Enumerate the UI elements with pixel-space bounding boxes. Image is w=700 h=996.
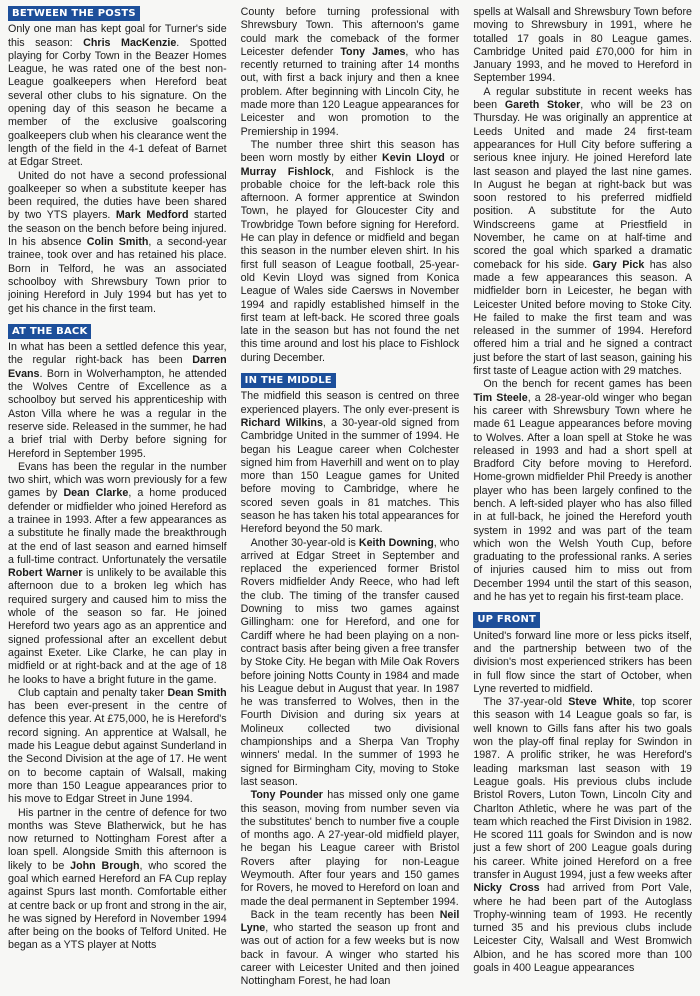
column-1 <box>8 6 227 990</box>
paragraph-text: Another 30-year-old is <box>250 536 359 549</box>
paragraph-text: started the season on the bench before being injured. In his absence <box>8 209 227 249</box>
paragraph-text: Back in the team recently has been <box>250 908 440 921</box>
player-name: John Brough <box>70 859 140 872</box>
paragraph <box>473 86 692 379</box>
paragraph <box>241 909 460 989</box>
paragraph <box>8 23 227 169</box>
paragraph-text: On the bench for recent games has been <box>483 378 692 391</box>
paragraph-text: or <box>444 152 460 165</box>
paragraph <box>8 461 227 687</box>
paragraph <box>8 341 227 461</box>
paragraph <box>241 537 460 790</box>
player-name: Chris MacKenzie <box>83 36 177 49</box>
paragraph <box>473 630 692 696</box>
player-name: Gareth Stoker <box>504 99 581 112</box>
player-name: Tim Steele <box>473 391 528 404</box>
player-name: Tony Pounder <box>250 789 323 802</box>
paragraph-text: is unlikely to be available this afternoon due to a broken leg which has required surgery and caused him to miss the whole of the season so far. He joined Hereford two years ago as an apprentice and signed professional after an excellent debut against Exeter. Like Clarke, he can play in midfield or at right-back and at the age of 18 he looks to have a bright future in the game. <box>8 567 227 686</box>
player-name: Gary Pick <box>592 258 645 271</box>
paragraph <box>8 807 227 953</box>
paragraph-text: Club captain and penalty taker <box>18 686 168 699</box>
player-name: Murray Fishlock <box>240 165 332 178</box>
player-name: Dean Smith <box>167 686 227 699</box>
paragraph-text: , top scorer this season with 14 League goals so far, is well known to Gills fans after his two goals won the play-off final replay for Swindon in 1987. A prolific striker, he was Hereford's leading marksman last season with 19 League goals. His previous clubs include Bristol Rovers, Luton Town, Lincoln City and Charlton Athletic, where he was part of the team which reached the First Division in 1982. He scored 111 goals for Swindon and is now just a few short of 200 League goals during his career. White joined Hereford on a free transfer in August 1994, just a few weeks after <box>473 696 692 881</box>
paragraph-text: A regular substitute in recent weeks has been <box>473 85 692 112</box>
paragraph-text: , who scored the goal which earned Hereford an FA Cup replay against Spurs last month. Comfortable either at centre back or up front and strong in the air, he was signed by Hereford in November 1994 after being on the books of Telford United. He began as a YTS player at Notts <box>8 859 227 952</box>
player-name: Kevin Lloyd <box>382 152 445 165</box>
player-name: Nicky Cross <box>473 882 540 895</box>
paragraph-text: The 37-year-old <box>483 696 569 709</box>
player-name: Steve White <box>568 696 633 709</box>
paragraph <box>241 390 460 536</box>
paragraph-text: , a home produced defender or midfielder who joined Hereford as a trainee in 1993. After a few appearances as a substitute he finally made the breakthrough at the end of last season and earned himself a full-time contract. Unfortunately the versatile <box>8 487 227 566</box>
paragraph <box>241 6 460 139</box>
paragraph-text: The midfield this season is centred on three experienced players. The only ever-present is <box>240 390 460 416</box>
section-heading-between-posts: BETWEEN THE POSTS <box>8 6 140 21</box>
paragraph-text: , who arrived at Edgar Street in September and replaced the experienced former Bristol Rovers midfielder Andy Reece, who had left the club. The timing of the transfer caused Downing to miss two games against Gillingham: one for Hereford, and one for Cardiff where he had been playing on a non-contract basis after being given a free transfer by Stoke City. He began with Mile Oak Rovers before joining Notts County in 1984 and made his League debut in August that year. In 1987 he was transferred to Wolves, then in the Fourth Division and during six years at Molineux collected two divisional championships and a Sherpa Van Trophy winners' medal. In the summer of 1993 he signed for Birmingham City, moving to Stoke last season. <box>240 536 460 788</box>
paragraph-text: had arrived from Port Vale, where he had been part of the Autoglass Trophy-winning team of 1993. He recently turned 35 and his previous clubs include Leicester City, Walsall and West Bromwich Albion, and he has scored more than 100 goals in 400 League appearances <box>473 882 692 975</box>
paragraph-text: has also made a few appearances this season. A midfielder born in Leicester, he began with Leicester United before moving to Stoke City. He failed to make the first team and was released in the summer of 1994. Hereford offered him a trial and he signed a contract just before the start of last season, gaining his first taste of League action with 29 matches. <box>473 258 692 378</box>
paragraph-text: , a 30-year-old signed from Cambridge United in the summer of 1994. He began his League career when Colchester signed him from Haverhill and went on to play more than 150 League games for United before moving to Cambridge, where he scored seven goals in 81 matches. This season he has taken his total appearances for Hereford beyond the 50 mark. <box>240 416 460 536</box>
paragraph-text: spells at Walsall and Shrewsbury Town before moving to Shrewsbury in 1991, where he totalled 17 goals in 80 League games. Cambridge United paid £70,000 for him in January 1993, and he moved to Hereford in September 1994. <box>473 6 692 85</box>
paragraph-text: Only one man has kept goal for Turner's side this season: <box>8 23 227 49</box>
section-heading-at-the-back: AT THE BACK <box>8 324 91 339</box>
paragraph-text: County before turning professional with Shrewsbury Town. This afternoon's game could mark the comeback of the former Leicester defender <box>240 6 460 58</box>
paragraph-text: , who will be 23 on Thursday. He was originally an apprentice at Leeds United and made 24 first-team appearances for Hull City before suffering a serious knee injury. He joined Hereford late last season and played the last nine games. In August he began at right-back but was soon restored to his preferred midfield position. A substitute for the Auto Windscreens game at Priestfield in November, he came on at half-time and scored the goal which sparked a dramatic comeback for his side. <box>473 99 692 271</box>
paragraph-text: , a 28-year-old winger who began his career with Shrewsbury Town where he made 61 League appearances before moving to Wolves. After a loan spell at Stoke he was released in 1993 and had a short spell at Bradford City before moving to Hereford. Home-grown midfielder Phil Preedy is another player who has been largely confined to the bench. A left-sided player who has also filled in at full-back, he joined the Hereford youth system in 1992 and was part of the team which won the Welsh Youth Cup, before graduating to the professional ranks. A series of injuries caused him to miss out from December 1994 until the start of this season, and he has yet to regain his first-team place. <box>473 391 692 604</box>
paragraph-text: United's forward line more or less picks itself, and the partnership between two of the division's most experienced strikers has been in full flow since the start of October, when Lyne reverted to midfield. <box>473 629 692 695</box>
player-name: Darren Evans <box>8 354 227 380</box>
paragraph-text: Evans has been the regular in the number two shirt, which was worn previously for a few games by <box>8 460 227 500</box>
paragraph-text: . Spotted playing for Corby Town in the Beazer Homes League, he was rated one of the best non-League goalkeepers when Hereford beat several other clubs to his signature. On the opening day of this season he became a member of the exclusive goalscoring goalkeepers club when his clearance went the length of the field in the 4-1 defeat of Barnet at Edgar Street. <box>8 36 227 169</box>
paragraph <box>473 6 692 86</box>
paragraph <box>241 789 460 909</box>
paragraph-text: , who has recently returned to training after 14 months out, with first a back injury and then a knee problem. After beginning with Lincoln City, he made more than 120 League appearances for Leicester and won promotion to the Premiership in 1994. <box>240 45 460 138</box>
player-name: Robert Warner <box>8 567 83 580</box>
paragraph-text: , a second-year trainee, took over and has retained his place. Born in Telford, he was an associated schoolboy with Shrewsbury Town prior to joining Hereford in July 1994 but has yet to get his chance in the first team. <box>8 236 227 315</box>
paragraph-text: has missed only one game this season, moving from number seven via the substitutes' bench to number five a couple of months ago. A 27-year-old midfield player, he began his League career with Bristol Rovers after playing for non-League Weymouth. After four years and 150 games for Rovers, he moved to Hereford on loan and made the deal permanent in September 1994. <box>240 789 460 908</box>
paragraph <box>8 170 227 316</box>
paragraph-text: . Born in Wolverhampton, he attended the Wolves Centre of Excellence as a schoolboy but served his apprenticeship with Aston Villa where he was a regular in the reserve side. Released in the summer, he had a brief trial with Derby before signing for Hereford in September 1995. <box>8 367 227 460</box>
paragraph-text: has been ever-present in the centre of defence this year. At £75,000, he is Hereford's record signing. An apprentice at Walsall, he made his League debut against Sunderland in the Second Division at the age of 17. He went on to become captain of Walsall, making more than 150 League appearances prior to his move to Edgar Street in June 1994. <box>8 700 227 806</box>
player-name: Dean Clarke <box>63 487 129 500</box>
paragraph <box>241 139 460 365</box>
paragraph-text: , and Fishlock is the probable choice for the left-back role this afternoon. A former apprentice at Swindon Town, he played for Gloucester City and Trowbridge Town before signing for Hereford. He can play in defence or midfield and began this season in the number eleven shirt. In his first full season of League football, 25-year-old Kevin Lloyd was signed from Konica League of Wales side Caersws in November 1994 and rapidly established himself in the first team at left-back. He scored three goals late in the season but has not found the net this time around and lost his place to Fishlock during December. <box>240 165 460 364</box>
paragraph-text: In what has been a settled defence this year, the regular right-back has been <box>8 341 227 367</box>
paragraph <box>473 378 692 604</box>
paragraph-text: His partner in the centre of defence for two months was Steve Blatherwick, but he has now returned to Nottingham Forest after a loan spell. Alongside Smith this afternoon is likely to be <box>8 806 227 872</box>
player-name: Colin Smith <box>86 236 149 249</box>
paragraph-text: The number three shirt this season has been worn mostly by either <box>240 138 460 165</box>
paragraph-text: , who started the season up front and was out of action for a few weeks but is now back in favour. A winger who started his career with Leicester United and then joined Nottingham Forest, he had loan <box>240 922 460 988</box>
player-name: Tony James <box>340 45 406 58</box>
player-name: Mark Medford <box>115 209 189 222</box>
paragraph <box>473 696 692 975</box>
player-name: Richard Wilkins <box>240 416 323 429</box>
section-heading-in-the-middle: IN THE MIDDLE <box>241 373 336 388</box>
player-name: Neil Lyne <box>240 908 460 935</box>
paragraph <box>8 687 227 807</box>
paragraph-text: United do not have a second professional goalkeeper so when a substitute keeper has been required, the duties have been shared by two YTS players. <box>8 169 227 222</box>
column-2 <box>241 6 460 990</box>
section-heading-up-front: UP FRONT <box>473 612 540 627</box>
player-name: Keith Downing <box>358 536 434 549</box>
article-page <box>8 6 692 990</box>
column-3 <box>473 6 692 990</box>
